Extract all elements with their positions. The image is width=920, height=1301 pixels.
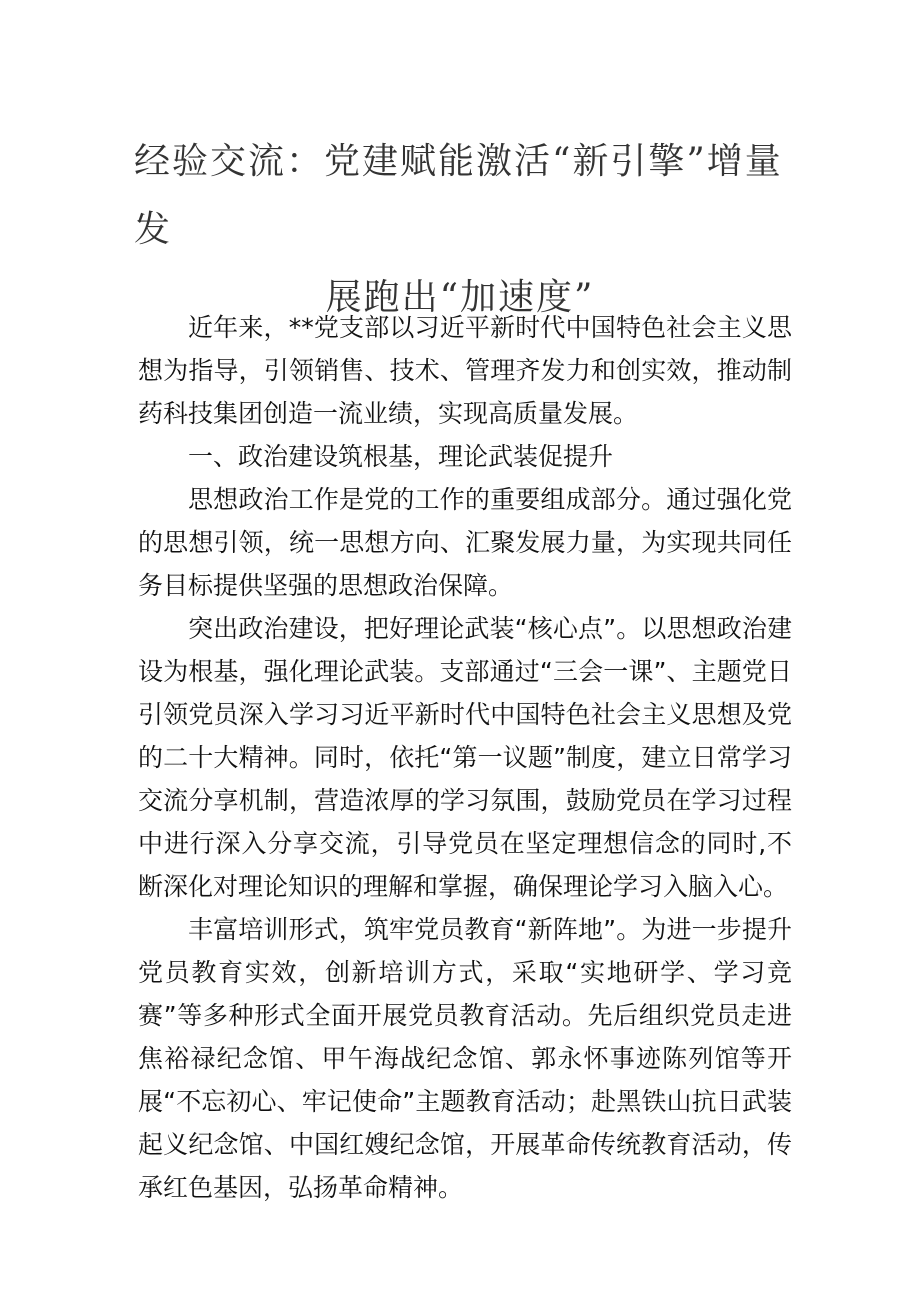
body-paragraph: 突出政治建设，把好理论武装“核心点”。以思想政治建设为根基，强化理论武装。支部通过“三会一课”、主题党日引领党员深入学习习近平新时代中国特色社会主义思想及党的二十大精神。同时，依托“第一议题”制度，建立日常学习交流分享机制，营造浓厚的学习氛围，鼓励党员在学习过程中进行深入分享交流，引导党员在坚定理想信念的同时,不断深化对理论知识的理解和掌握，确保理论学习入脑入心。 xyxy=(138,614,792,901)
title-line-2: 展跑出“加速度” xyxy=(325,277,595,318)
body-paragraph: 思想政治工作是党的工作的重要组成部分。通过强化党的思想引领，统一思想方向、汇聚发展力量，为实现共同任务目标提供坚强的思想政治保障。 xyxy=(138,485,792,600)
body-paragraph: 丰富培训形式，筑牢党员教育“新阵地”。为进一步提升党员教育实效，创新培训方式，采取“实地研学、学习竞赛”等多种形式全面开展党员教育活动。先后组织党员走进焦裕禄纪念馆、甲午海战纪念馆、郭永怀事迹陈列馆等开展“不忘初心、牢记使命”主题教育活动；赴黑铁山抗日武装起义纪念馆、中国红嫂纪念馆，开展革命传统教育活动，传承红色基因，弘扬革命精神。 xyxy=(138,915,792,1202)
section-heading-1: 一、政治建设筑根基，理论武装促提升 xyxy=(188,442,614,471)
document-body xyxy=(138,306,792,1209)
intro-paragraph: 近年来，**党支部以习近平新时代中国特色社会主义思想为指导，引领销售、技术、管理齐发力和创实效，推动制药科技集团创造一流业绩，实现高质量发展。 xyxy=(138,313,792,428)
document-title xyxy=(120,128,800,332)
title-line-1: 经验交流：党建赋能激活“新引擎”增量发 xyxy=(134,141,783,250)
